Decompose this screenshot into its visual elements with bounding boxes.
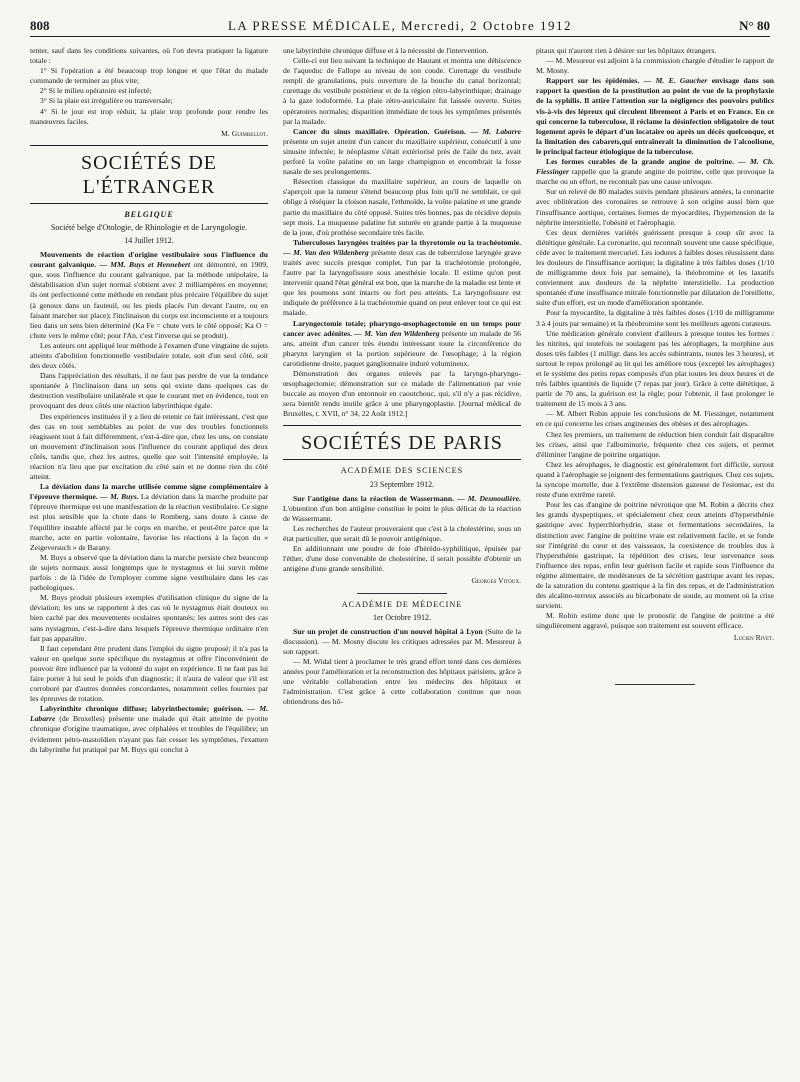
article: [536, 76, 774, 157]
session-date: 14 Juillet 1912.: [124, 235, 174, 245]
article-authors: — M. Van den Wildenberg: [283, 247, 369, 257]
list-item: 3° Si la plaie est irrégulière ou transversale;: [40, 96, 173, 106]
article-authors: — M. Labarre: [470, 126, 521, 136]
article-title: Tuberculoses laryngées traitées par la thyrotomie ou la trachéotomie.: [293, 237, 521, 247]
article-text: (de Bruxelles) présente une malade qui était atteinte de pyotite chronique d'origine traumatique, avec céphalées et troubles de l'équilibre; un évidement pétro-mastoïdien n'ayant pas fait cesser les symptômes, l'examen du labyrinthe fut pratiqué par M. Buys qui conclut à: [30, 714, 268, 754]
paragraph: Pour la myocardite, la digitaline à très faibles doses (1/10 de milligramme 3 à 4 jours par semaine) et la théobromine sont les meilleurs agents curateurs.: [536, 308, 774, 328]
article: [30, 704, 268, 754]
article-text: présente un sujet atteint d'un cancer du maxillaire supérieur, consécutif à une sinusite infectée; le néoplasme s'était extériorisé près de l'aile du nez, avait perforé la voûte palatine en un large champignon et encombrait la fosse nasale de ses prolongements.: [283, 136, 521, 177]
list-item: 4° Si le jour est trop réduit, la plaie trop profonde pour rendre les manœuvres faciles.: [30, 106, 268, 126]
article-title: Les formes curables de la grande angine de poitrine.: [546, 157, 734, 167]
article: [283, 494, 521, 524]
paragraph: une labyrinthite chronique diffuse et à la nécessité de l'intervention.: [283, 46, 489, 55]
paragraph: — M. Widal tient à proclamer le très grand effort tenté dans ces dernières années pour l'amélioration et la reconstruction des hôpitaux parisiens, grâce à une véritable collaboration entre les médecins des hôpitaux et l'administration. C'est grâce à cette collaboration continue que nous obtiendrons des hô-: [283, 656, 521, 707]
article: [283, 238, 521, 319]
article-authors: — MM. Buys et Hennebert: [99, 260, 191, 270]
article-authors: — M. Van den Wildenberg: [354, 328, 440, 338]
article: [283, 627, 521, 657]
society-name: Société belge d'Otologie, de Rhinologie et de Laryngologie.: [50, 222, 248, 232]
paragraph: M. Buys a observé que la déviation dans la marche persiste chez beaucoup de sujets normaux aussi longtemps que le nystagmus et lui survit même parfois : de là l'idée de l'employer comme signe vestibulaire dans les cas pathologiques.: [30, 552, 268, 593]
column-2: [283, 46, 521, 1066]
article-title: Labyrinthite chronique diffuse; labyrinthectomie; guérison.: [40, 704, 244, 714]
paragraph: Chez les premiers, un traitement de réduction bien conduit fait disparaître les crises, ainsi que l'albuminurie, fréquente chez ces sujets, et permet d'éliminer l'angine de poitrine organique.: [536, 429, 774, 459]
article-text: L'obtention d'un bon antigène constitue le point le plus délicat de la réaction de Wassermann.: [283, 503, 521, 523]
paragraph: Celle-ci eut lieu suivant la technique de Hautant et montra une déhiscence de l'aqueduc de Fallope au niveau de son coude. Curettage du vestibule rempli de granulations, puis ouverture de la bouche du canal horizontal; curettage du vestibule postérieur et de la région rétro-labyrinthique; drainage à la gaze iodoformée. La plaie rétro-auriculaire fut laissée ouverte. Suites opératoires normales; disparition immédiate de tous les symptômes présentés par la malade.: [283, 56, 521, 126]
paragraph: pitaux qui n'auront rien à désirer sur les hôpitaux étrangers.: [536, 46, 717, 55]
article-title: Sur l'antigène dans la réaction de Wassermann.: [293, 493, 454, 503]
column-3: [536, 46, 774, 1066]
article-text: rappelle que la grande angine de poitrine, celle que provoque la marche ou un effort, ne reconnaît pas une cause univoque.: [536, 167, 774, 187]
page-number: 808: [30, 18, 50, 33]
article-title: Cancer du sinus maxillaire. Opération. Guérison.: [293, 126, 466, 136]
article-text: ont démontré, en 1909, que, sous l'influence du courant galvanique, par la méthode unipolaire, la déstabilisation d'un sujet normal s'obtient avec 2 milliampères en moyenne; ils ont perfectionné cette méthode en rendant plus précaire l'équilibre du sujet (à genoux dans un fauteuil, ou les pieds placés l'un devant l'autre, ou en faisant marcher sur place); l'inclinaison du corps est inconsciente et a toujours lieu dans un sens bien déterminé (Ka Fe = chute vers le côté opposé; Ka O = chute vers le même côté; pour l'An, c'est l'inverse qui se produit).: [30, 260, 268, 340]
article-text: (Suite de la discussion). — M. Mosny discute les critiques adressées par M. Mesureur à son rapport.: [283, 626, 521, 656]
list-item: 2° Si le milieu opératoire est infecté;: [40, 86, 152, 96]
article: [283, 319, 521, 369]
paragraph: Sur un relevé de 80 malades suivis pendant plusieurs années, la coronarite avec oblitération des coronaires se retrouve à son origine aussi bien que l'insuffisance aortique, certaines formes de myocardites, l'hypertension de la néphrite interstitielle, l'obésité et l'aérophagie.: [536, 187, 774, 227]
paragraph: M. Robin estime donc que le pronostic de l'angine de poitrine a été singulièrement aggravé, puisque son traitement est souvent efficace.: [536, 611, 774, 631]
paragraph: M. Buys produit plusieurs exemples d'utilisation clinique du signe de la déviation; les uns se rapportent à des cas où le nystagmus était douteux ou bien caché par des mouvements oculaires spontanés; les autres sont des cas sans nystagmus, c'est-à-dire dans lesquels l'épreuve thermique ordinaire n'en fait pas apparaître.: [30, 593, 268, 643]
article-authors: — M. Buys.: [100, 492, 139, 502]
divider: [615, 684, 695, 685]
paragraph: tenter, sauf dans les conditions suivantes, où l'on devra pratiquer la ligature totale :: [30, 46, 268, 66]
paragraph: Des expériences instituées il y a lieu de retenir ce fait intéressant, c'est que des cas en tout semblables au point de vue des troubles fonctionnels réagissent tout à fait différemment, c'est-à-dire que, chez les uns, on constate un mouvement d'inclinaison sous l'influence du courant appliqué des deux côtés, tandis que, chez les autres, quelle que soit l'intensité employée, la réaction n'a lieu que par excitation du côté sain et ne donne rien du côté atteint.: [30, 411, 268, 482]
paragraph: — M. Albert Robin appuie les conclusions de M. Fiessinger, notamment en ce qui concerne les crises angineuses des obèses et des aérophages.: [536, 409, 774, 429]
author-signature: Georges Vitoux.: [471, 576, 521, 586]
author-signature: Lucien Rivet.: [733, 633, 774, 643]
article: [30, 482, 268, 553]
article-text: envisage dans son rapport la question de la prostitution au point de vue de la prophylaxie de la syphilis. Il attire l'attention sur la négligence des pouvoirs publics vis-à-vis des lépreux qui circulent librement à Paris et en France. En ce qui concerne la tuberculose, il réclame la désinfection obligatoire de tout logement après le départ d'un locataire ou après un décès quelconque, et la limitation des cabarets,qui entraînerait la diminution de l'alcoolisme, le principal facteur étiologique de la tuberculose.: [536, 76, 774, 156]
academy-heading: ACADÉMIE DE MÉDECINE: [341, 599, 463, 609]
paragraph: En additionnant une poudre de foie d'hérédo-syphilitique, épuisée par l'éther, d'une dose convenable de cholestérine, il serait possible d'obtenir un antigène d'une grande sensibilité.: [283, 544, 521, 574]
section-title: SOCIÉTÉS DE L'ÉTRANGER: [30, 145, 268, 204]
section-title: SOCIÉTÉS DE PARIS: [283, 425, 521, 460]
paragraph: Pour les cas d'angine de poitrine névrotique que M. Robin a décrits chez les grands dyspeptiques, et spécialement chez ceux atteints d'hypersthénie gastrique avec hyperchlorhydrie, stase et fermentations secondaires, la distinction avec l'angine de poitrine vraie est relativement facile, et se fonde sur l'intégrité du cœur et des vaisseaux, la coexistence de troubles dus à l'hypersthénie gastrique, la répétition des crises, leur survenance sous l'influence des repas, enfin leur guérison facile et rapide sous l'influence du régime alimentaire, de modérateurs de la sécrétion gastrique avant les repas, de la saturation du contenu gastrique à la fin des repas, et de l'administration des alcalino-terreux associés au bicarbonate de soude, au moment où la crise survient.: [536, 500, 774, 611]
article-text: présente un malade de 56 ans, atteint d'un cancer très étendu intéressant toute la circonférence du pharynx laryngien et la portion supérieure de l'œsophage; à la région carotidienne droite, paquet ganglionnaire induré volumineux.: [283, 328, 521, 368]
paragraph: Une médication générale convient d'ailleurs à presque toutes les formes : les nitrites, qui toutefois ne soulagent pas les aérophages, la morphine aux doses très faibles (1 milligr. dans les accès subintrants, toutes les 3 heures), et surtout le repos prolongé au lit qui les améliore tous (excepté les aérophages) et le système des petits repas composés d'un plat toutes les deux heures et de très faibles quantités de liquide (7 repas par jour). Grâce à cette diététique, à partir de 70 ans, la guérison est la règle; pour l'obtenir, il faut prolonger le traitement de 15 mois à 3 ans.: [536, 328, 774, 409]
article: [536, 157, 774, 187]
article-title: Laryngectomie totale; pharyngo-œsophagectomie en un temps pour cancer avec adénites.: [283, 318, 521, 338]
article: [283, 127, 521, 177]
paragraph: Les auteurs ont appliqué leur méthode à l'examen d'une vingtaine de sujets atteints d'abolition fonctionnelle vestibulaire totale, soit d'un seul côté, soit des deux côtés.: [30, 340, 268, 371]
paragraph: — M. Mesureur est adjoint à la commission chargée d'étudier le rapport de M. Mosny.: [536, 56, 774, 76]
session-date: 1er Octobre 1912.: [373, 612, 431, 622]
paragraph: Résection classique du maxillaire supérieur, au cours de laquelle on s'aperçoit que la tumeur s'étend beaucoup plus loin qu'il ne semblait, ce qui oblige à réséquer la cloison nasale, l'ethmoïde, la voûte palatine et une grande partie du maxillaire du côté opposé. Suites très bonnes, pas de récidive depuis sept mois. La muqueuse palatine fut suturée en grande partie à la muqueuse de la joue, d'où prothèse secondaire très facile.: [283, 177, 521, 237]
list-item: 1° Si l'opération a été beaucoup trop longue et que l'état du malade commande de terminer au plus vite;: [30, 66, 268, 86]
article-authors: — M. Desmoulière.: [457, 493, 521, 503]
paragraph: Démonstration des organes enlevés par la laryngo-pharyngo-œsophagectomie; démonstration sur ce malade de l'alimentation par voie buccale au moyen d'un entonnoir en caoutchouc, qui, s'il n'y a pas récidive, sera bientôt rendu inutile grâce à une pharyngoplastie. [Journal médical de Bruxelles, t. XVII, n° 34, 22 Août 1912.]: [283, 369, 521, 419]
author-signature: M. Guimbellot.: [221, 128, 268, 138]
country-heading: BELGIQUE: [124, 209, 174, 219]
paragraph: Ces deux dernières variétés guérissent presque à coup sûr avec la diététique générale. La coronarite, qui reconnaît souvent une cause spécifique, cède avec le traitement mercuriel. Les iodures à faibles doses réussissent dans les douleurs de l'insuffisance aortique; la digitaline à très faibles doses (1/10 de milligramme deux fois par semaine), la théobromine et les laxatifs conviennent aux douleurs de la néphrite interstitielle. La production spontanée d'une insuffisance mitrale fonctionnelle par dilatation de l'oreillette, suite d'un effort, est un mode d'amélioration spontanée.: [536, 227, 774, 308]
running-title: LA PRESSE MÉDICALE, Mercredi, 2 Octobre 1912: [227, 18, 573, 33]
paragraph: Les recherches de l'auteur prouveraient que c'est à la cholestérine, sous un état particulier, que serait dû le pouvoir antigénique.: [283, 523, 521, 544]
article-title: Sur un projet de construction d'un nouvel hôpital à Lyon: [293, 626, 483, 636]
article-text: La déviation dans la marche produite par l'épreuve thermique est une manifestation de la réaction vestibulaire. Ce signe est plus sensible que la chute dans le Romberg, sans doute à cause de l'équilibre instable affecté par le corps en marche, et peut-être parce que la marche, acte en partie volontaire, favorise les réactions à la façon du « Zeigeversuch » de Barany.: [30, 492, 268, 552]
issue-number: N° 80: [739, 18, 770, 33]
academy-heading: ACADÉMIE DES SCIENCES: [340, 466, 464, 476]
running-header: [30, 16, 770, 37]
article-authors: — M. Labarre: [30, 704, 268, 724]
paragraph: Dans l'appréciation des résultats, il ne faut pas perdre de vue la tendance spontanée à l'inclinaison dans un sens qui existe dans quelques cas de destruction vestibulaire unilatérale et que le courant met en évidence, tout en provoquant des deux côtés une réaction labyrinthique égale.: [30, 371, 268, 411]
article-authors: — M. Ch. Fiessinger: [536, 157, 774, 177]
article-text: présente deux cas de tuberculose laryngée grave traités avec succès presque complet, l'un par la trachéotomie prolongée, l'autre par la laryngofissure sous anesthésie locale. Il estime qu'on peut intervenir quand l'état général est bon, que la marche de la maladie est lente et que les poumons sont intacts ou fort peu atteints. La laryngofissure est indiquée de préférence à la trachéotomie quand on peut enlever tout ce qui est malade.: [283, 247, 521, 318]
article: [30, 250, 268, 341]
article-authors: — M. E. Gaucher: [643, 76, 708, 86]
article-title: Mouvements de réaction d'origine vestibulaire sous l'influence du courant galvanique.: [30, 250, 268, 270]
session-date: 23 Septembre 1912.: [369, 479, 435, 489]
paragraph: Chez les aérophages, le diagnostic est généralement fort difficile, surtout quand à l'aérophagie se joignent des fermentations gastriques. Chez ces sujets, la syncope mortelle, due à l'extrême distension gazeuse de l'estomac, est du reste d'une extrême rareté.: [536, 459, 774, 500]
article-title: La déviation dans la marche utilisée comme signe complémentaire à l'épreuve thermique.: [30, 482, 268, 502]
column-1: [30, 46, 268, 1066]
paragraph: Il faut cependant être prudent dans l'emploi du signe proposé; il n'a pas la valeur en quelque sorte spécifique du nystagmus et offre l'inconvénient de pouvoir être influencé par la volonté du sujet en expérience. Il ne faut pas lui faire porter à lui seul le poids d'un diagnostic; il n'aura de valeur que s'il est corroboré par d'autres données concordantes, notamment celles fournies par les épreuves de rotation.: [30, 643, 268, 704]
article-title: Rapport sur les épidémies.: [546, 76, 640, 86]
divider: [357, 593, 447, 594]
